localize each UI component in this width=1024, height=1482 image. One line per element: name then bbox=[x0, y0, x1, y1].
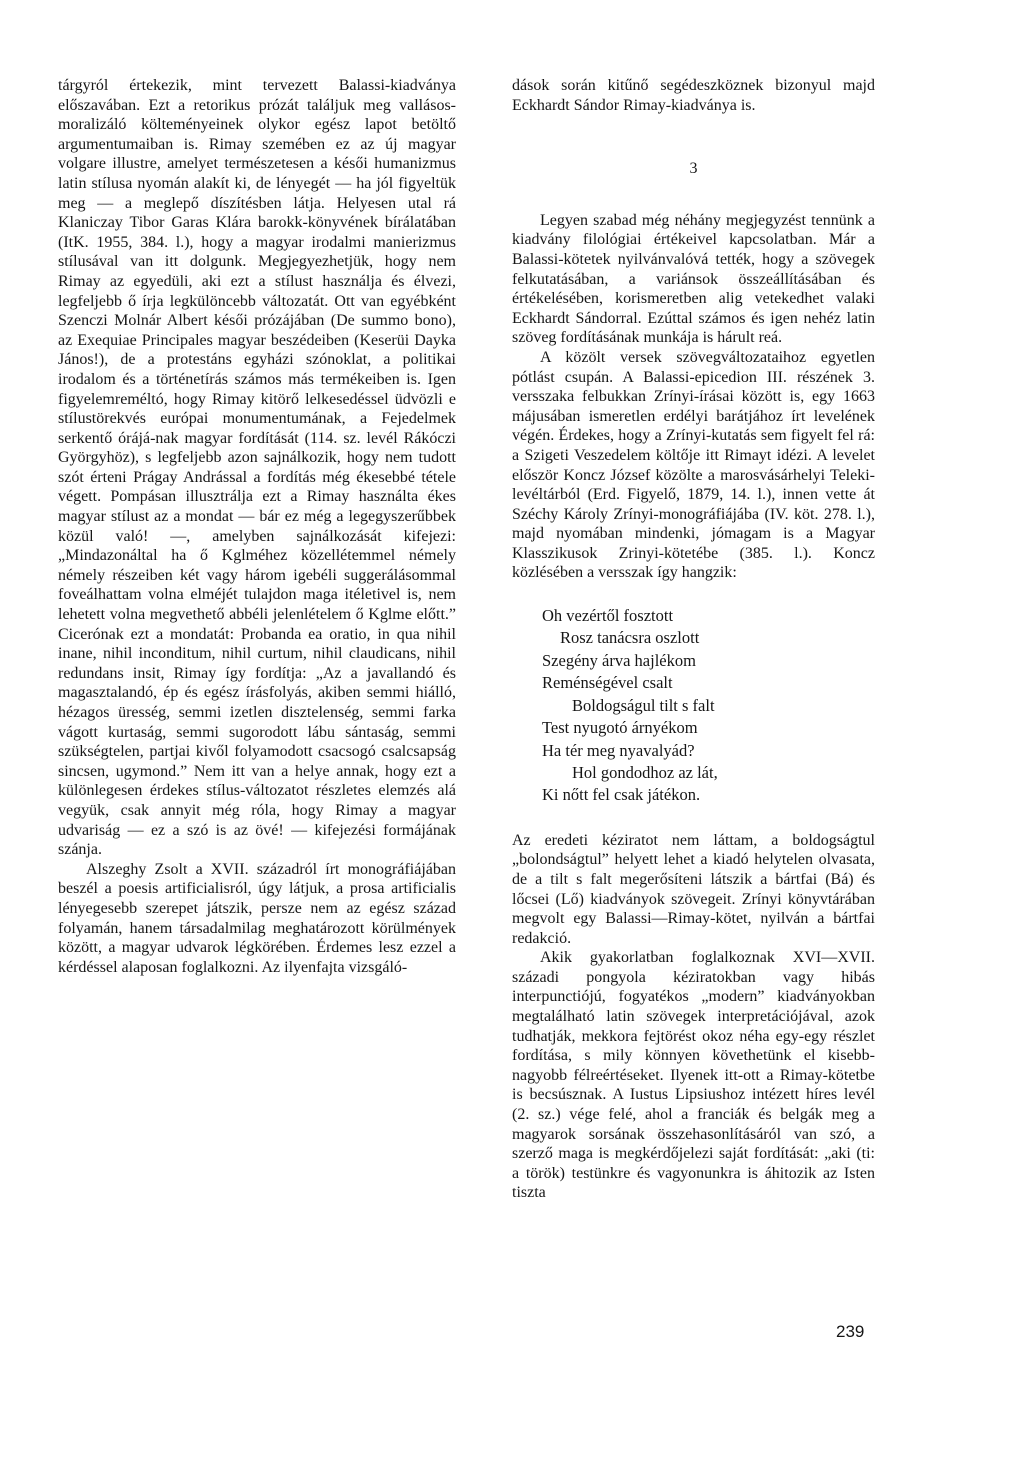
poem-line: Reménségével csalt bbox=[542, 673, 673, 693]
right-paragraph-3: Az eredeti kéziratot nem láttam, a boldogságtul „bolondságtul” helyett lehet a kiadó helytelen olvasata, de a tilt s falt megerősíteni látszik a bártfai (Bá) és lőcsei (Lő) kiadványok szövegeit. Zrínyi könyvtárában megvolt egy Balassi—Rimay-kötet, nyilván a bártfai redakció. bbox=[512, 831, 875, 947]
poem-line: Szegény árva hajlékom bbox=[542, 650, 696, 670]
poem-stanza bbox=[542, 605, 875, 807]
poem-line: Ha tér meg nyavalyád? bbox=[542, 740, 695, 760]
poem-line: Hol gondodhoz az lát, bbox=[572, 762, 718, 782]
poem-line: Test nyugotó árnyékom bbox=[542, 718, 698, 738]
poem-line: Rosz tanácsra oszlott bbox=[560, 628, 700, 648]
left-paragraph-2: Alszeghy Zsolt a XVII. századról írt monográfiájában beszél a poesis artificialisról, úgy látjuk, a prosa artificialis lényegesebb szerepet játszik, persze nem az egész század folyamán, hanem társadalmilag meghatározott körülmények között, a magyar udvarok légkörében. Érdemes lesz ezzel a kérdéssel alaposan foglalkozni. Az ilyenfajta vizsgáló- bbox=[58, 860, 456, 976]
right-paragraph-2: A közölt versek szövegváltozataihoz egyetlen pótlást csupán. A Balassi-epicedion III. részének 3. versszaka felbukkan Zrínyi-írásai között is, egy 1663 májusában ismeretlen erdélyi barátjához írt levelének végén. Érdekes, hogy a Zrínyi-kutatás sem figyelt fel rá: a Szigeti Veszedelem költője itt Rimayt idézi. A levelet először Koncz József közölte a marosvásárhelyi Teleki-levéltárból (Erd. Figyelő, 1879, 14. l.), innen vette át Széchy Károly Zrínyi-monográfiájába (IV. köt. 278. l.), majd nyomában mindenki, jómagam is a Magyar Klasszikusok Zrinyi-kötetébe (385. l.). Koncz közlésében a versszak így hangzik: bbox=[512, 348, 875, 582]
poem-line: Ki nőtt fel csak játékon. bbox=[542, 785, 701, 805]
poem-line: Boldogságul tilt s falt bbox=[572, 695, 715, 715]
page-number: 239 bbox=[836, 1322, 865, 1341]
left-paragraph-1: tárgyról értekezik, mint tervezett Balassi-kiadványa előszavában. Ezt a retorikus prózát találjuk meg vallásos-moralizáló költeményeinek olykor egész lapot betöltő argumentumaiban is. Rimay szemében ez az új magyar volgare illustre, amelyet természetesen a késői humanizmus latin stílusa nyomán alakít ki, de lényegét — ha jól figyeltük meg — a meglepő díszítésben látja. Helyesen utal rá Klaniczay Tibor Garas Klára barokk-könyvének bírálatában (ItK. 1955, 384. l.), hogy a magyar irodalmi manierizmus stílusával van itt dolgunk. Megjegyezhetjük, hogy nem Rimay az egyedüli, aki ezt a stílust használja és élvezi, legfeljebb ő írja legkülöncebb változatát. Ott van egyébként Szenczi Molnár Albert késői prózájában (De summo bono), az Exequiae Principales magyar beszédeiben (Keserüi Dayka János!), de a protestáns egyházi szónoklat, a politikai irodalom és a történetírás számos más termékeiben is. Igen figyelemreméltó, hogy Rimay kitörő lelkesedéssel üdvözli e stílustörekvés európai monumentumának, a Fejedelmek serkentő órájá-nak magyar fordítását (114. sz. levél Rákóczi Györgyhöz), s legfeljebb azon sajnálkozik, hogy nem tudott szót érteni Prágay Andrással a fordítás még ékesebbé tétele végett. Pompásan illusztrálja ezt a Rimay használta ékes magyar stílust az a mondat — bár ez még a legegyszerűbbek közül való! —, amelyben sajnálkozását kifejezi: „Mindazonáltal ha ő Kglméhez közellétemmel némely némely részeiben két vagy három igebéli suggerálásommal foveálhattam volna elméjét tulajdon maga itéletivel is, nem lehetett volna megvethető abbéli jelenlételem ő Kglme előtt.” Cicerónak ezt a mondatát: Probanda ea oratio, in qua nihil inane, nihil inconditum, nihil curtum, nihil claudicans, nihil redundans insit, Rimay így fordítja: „Az a javallandó és magasztalandó, ép és egész írásfolyás, akiben semmi hiálló, hézagos üresség, semmi izetlen disztelenség, semmi farka vágott kurtaság, semmi sugorodott lábu sántaság, semmi szükségtelen, partjai kivől folyamodott csacsogó csalcsapság sincsen, ugymond.” Nem itt van a helye annak, hogy ezt a különlegesen érdekes stílus-változatot részletes elemzés alá vegyük, csak annyit még róla, hogy Rimay a magyar udvariság — ez a szó is az övé! — kifejezési formájának szánja. bbox=[58, 77, 456, 859]
right-column bbox=[512, 76, 875, 1203]
left-column bbox=[58, 76, 456, 977]
section-number: 3 bbox=[689, 160, 698, 178]
right-paragraph-4: Akik gyakorlatban foglalkoznak XVI—XVII. századi pongyola kéziratokban vagy hibás interpunctiójú, fogyatékos „modern” kiadványokban megtalálható latin szövegek interpretációjával, azok tudhatják, mekkora fejtörést okoz néha egy-egy részlet fordítása, s mily könnyen követhetünk el kisebb-nagyobb félreértéseket. Ilyenek itt-ott a Rimay-kötetbe is becsúsznak. A Iustus Lipsiushoz intézett híres levél (2. sz.) vége felé, ahol a franciák és belgák meg a magyarok sorsának összehasonlításáról van szó, a szerző maga is megkérdőjelezi saját fordítását: „aki (ti: a török) testünkre és vagyonunkra is áhitozik az Isten tiszta bbox=[512, 949, 875, 1202]
right-continuation-paragraph: dások során kitűnő segédeszköznek bizonyul majd Eckhardt Sándor Rimay-kiadványa is. bbox=[512, 77, 875, 114]
right-paragraph-1: Legyen szabad még néhány megjegyzést tennünk a kiadvány filológiai értékeivel kapcsolatban. Már a Balassi-kötetek nyilvánvalóvá tették, hogy a szövegek felkutatásában, a variánsok összeállításában és értékelésében, korismeretben alig vetekedhet valaki Eckhardt Sándorral. Ezúttal számos és igen nehéz latin szöveg fordításának munkája is hárult reá. bbox=[512, 211, 875, 347]
poem-line: Oh vezértől fosztott bbox=[542, 606, 674, 626]
